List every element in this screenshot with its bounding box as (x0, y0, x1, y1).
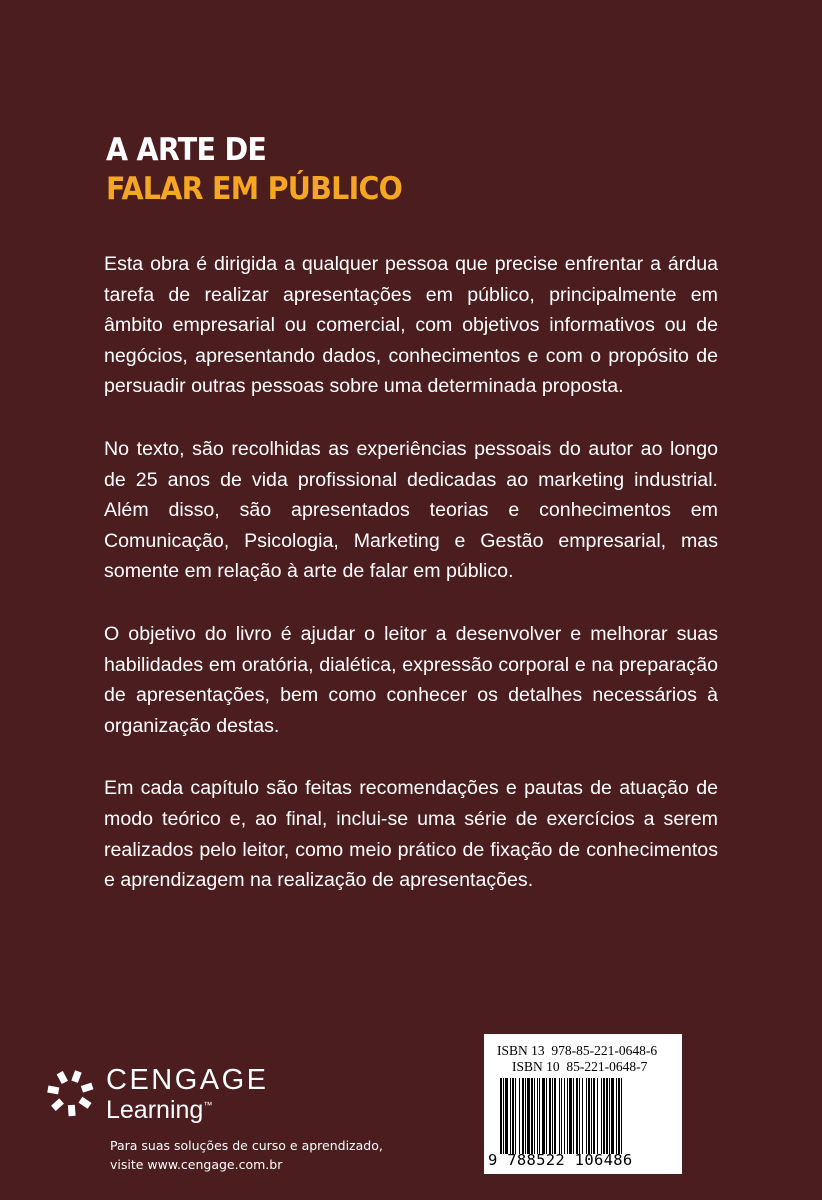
trademark-symbol: ™ (203, 1100, 213, 1110)
title-line-1: A ARTE DE (106, 132, 267, 168)
synopsis (104, 249, 718, 928)
book-title (106, 131, 402, 209)
barcode-digits: 9 788522 106486 (488, 1151, 633, 1169)
isbn-13: ISBN 13 978-85-221-0648-6 (497, 1043, 658, 1058)
publisher-subname-text: Learning (106, 1096, 204, 1124)
publisher-name: CENGAGE (106, 1064, 269, 1096)
synopsis-paragraph-1: Esta obra é dirigida a qualquer pessoa que precise enfrentar a árdua tarefa de realizar apresentações em público, principalmente em âmbito empresarial ou comercial, com objetivos informativos ou de negócios, apresentando dados, conhecimentos e com o propósito de persuadir outras pessoas sobre uma determinada proposta. (104, 253, 718, 398)
publisher-subname (106, 1096, 212, 1125)
synopsis-paragraph-4: Em cada capítulo são feitas recomendações e pautas de atuação de modo teórico e, ao final, inclui-se uma série de exercícios a serem realizados pelo leitor, como meio prático de fixação de conhecimentos e aprendizagem na realização de apresentações. (104, 777, 718, 892)
synopsis-paragraph-3: O objetivo do livro é ajudar o leitor a desenvolver e melhorar suas habilidades em oratória, dialética, expressão corporal e na preparação de apresentações, bem como conhecer os detalhes necessários à organização destas. (104, 622, 718, 737)
publisher-tagline (110, 1136, 383, 1174)
isbn-barcode (484, 1034, 682, 1174)
synopsis-paragraph-2: No texto, são recolhidas as experiências pessoais do autor ao longo de 25 anos de vida profissional dedicadas ao marketing industrial. Além disso, são apresentados teorias e conhecimentos em Comunicação, Psicologia, Marketing e Gestão empresarial, mas somente em relação à arte de falar em público. (104, 437, 718, 583)
isbn-10: ISBN 10 85-221-0648-7 (512, 1059, 648, 1074)
tagline-line-1: Para suas soluções de curso e aprendizado, (110, 1138, 383, 1153)
tagline-line-2: visite www.cengage.com.br (110, 1157, 283, 1172)
barcode-bars (500, 1078, 670, 1154)
title-line-2: FALAR EM PÚBLICO (106, 171, 403, 207)
cengage-burst-icon (46, 1068, 96, 1118)
